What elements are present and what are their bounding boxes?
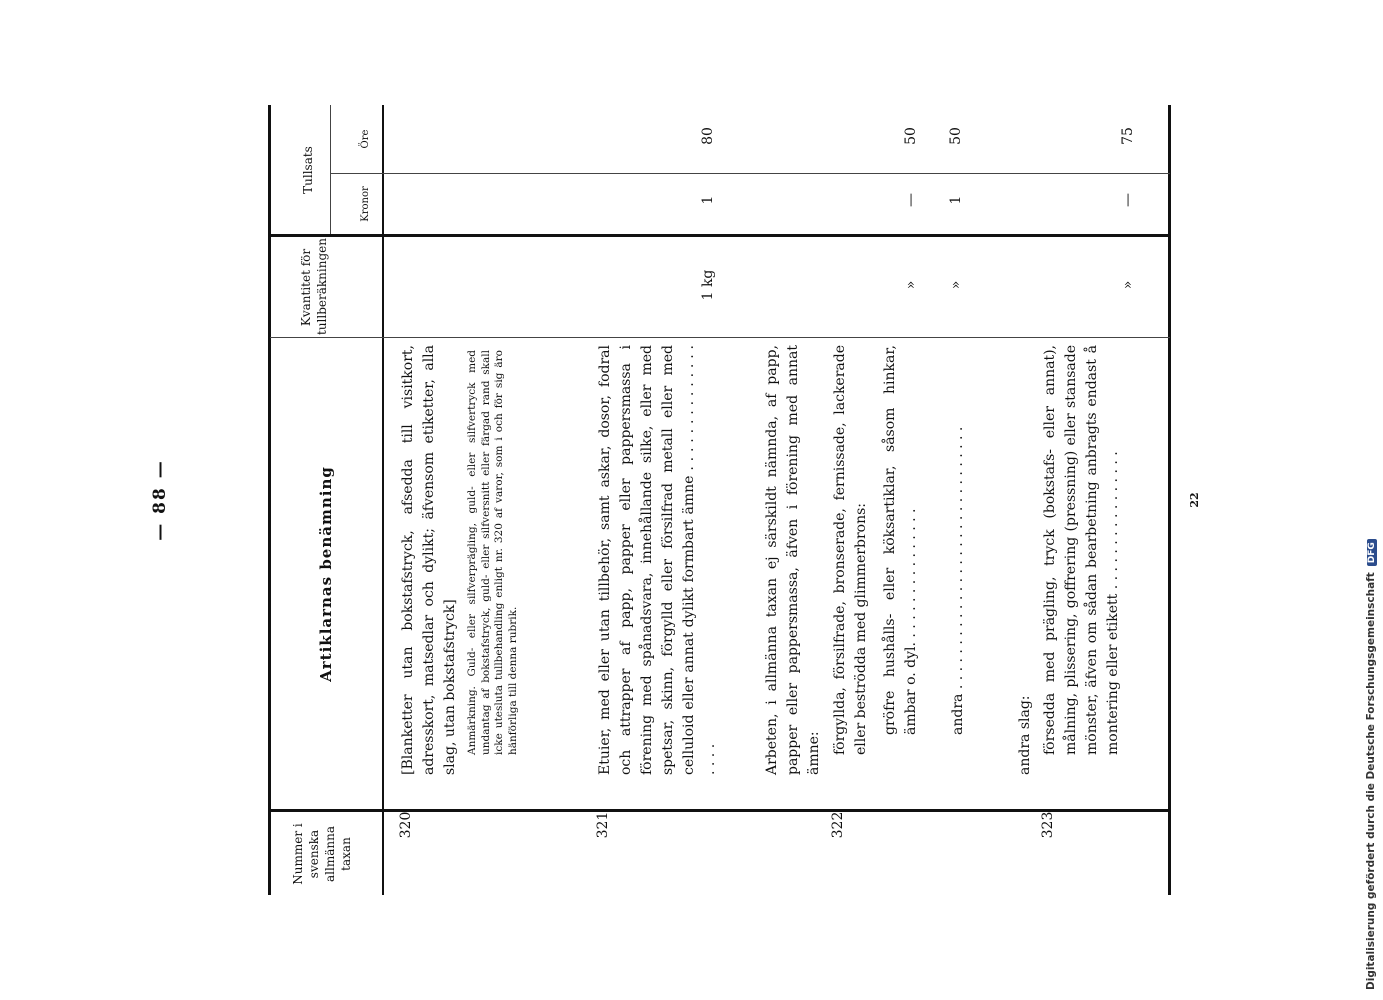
table-bottom-rule xyxy=(1168,105,1171,895)
rate-column-rule xyxy=(270,234,1170,237)
row-note-320: Anmärkning. Guld- eller silfverprägling, guld- eller silfvertryck med undantag af bokstafstryck, guld- eller silfversnitt eller färgad rand skall icke utesluta tullbehandling enligt nr. 320 af varor, som i och för sig äro hänförliga till denna rubrik. xyxy=(466,350,519,755)
row-text-321: Etuier, med eller utan tillbehör, samt askar, dosor, fodral och attrapper af papp, papper eller pappersmassa i förening med spånadsvara, innehållande silke, eller med spetsar, skinn, förgylld eller försilfrad metall eller med celluloid eller annat dylikt formbart ämne . . . . . . . . . . . . . . . . . . xyxy=(597,345,718,775)
row-ore-321: 80 xyxy=(700,127,716,145)
row-text-323: försedda med prägling, tryck (bokstafs- eller annat), målning, plissering, goffrering (pressning) eller stansade mönster, äfven om sådan bearbetning anbragts endast å montering eller etikett . . . . . . . . . . . . . . . . xyxy=(1042,345,1121,755)
kronor-ore-rule xyxy=(330,173,1170,174)
row-ore-323: 75 xyxy=(1120,127,1136,145)
table-top-rule xyxy=(268,105,271,895)
row-quantity-321: 1 kg xyxy=(700,269,716,301)
header-quantity: Kvantitet för tullberäkningen xyxy=(299,238,329,335)
row-kronor-321: 1 xyxy=(700,195,716,205)
row-subhead-322: förgyllda, försilfrade, bronserade, fernissade, lackerade eller beströdda med glimmerbrons: xyxy=(832,345,869,755)
row-kronor-322-a: — xyxy=(903,193,919,207)
header-ore: Öre xyxy=(360,129,371,149)
dfg-logo: DFG xyxy=(1367,539,1377,566)
row-number-321: 321 xyxy=(595,811,611,839)
row-item-322-b: andra . . . . . . . . . . . . . . . . . . . . . . . . . . . . . . xyxy=(950,426,966,735)
row-ore-322-b: 50 xyxy=(948,127,964,145)
credit-text: Digitalisierung gefördert durch die Deutsche Forschungsgemeinschaft xyxy=(1365,572,1377,990)
header-kronor: Kronor xyxy=(360,186,371,222)
quantity-column-rule xyxy=(270,337,1170,338)
row-quantity-323: » xyxy=(1120,280,1136,290)
row-text-322: Arbeten, i allmänna taxan ej särskildt nämnda, af papp, papper eller pappersmassa, äfven i förening med annat ämne: xyxy=(764,345,822,775)
row-number-322: 322 xyxy=(830,811,846,839)
digitization-credit xyxy=(1365,90,1377,990)
row-kronor-323: — xyxy=(1120,193,1136,207)
row-kronor-322-b: 1 xyxy=(948,195,964,205)
rate-subheader-rule xyxy=(330,105,331,235)
sheet-number: 22 xyxy=(1188,492,1201,508)
row-number-323: 323 xyxy=(1040,811,1056,839)
row-item-322-a: gröfre hushålls- eller köksartiklar, såsom hinkar, ämbar o. dyl. . . . . . . . . . . . . . . . xyxy=(882,345,919,735)
row-quantity-322-a: » xyxy=(903,280,919,290)
header-rate: Tullsats xyxy=(301,146,315,194)
page-number: — 88 — xyxy=(150,459,170,541)
row-subhead-323: andra slag: xyxy=(1017,695,1033,775)
row-ore-322-a: 50 xyxy=(903,127,919,145)
row-text-320: [Blanketter utan bokstafstryck, afsedda till visitkort, adresskort, matsedlar och dylikt; äfvensom etiketter, alla slag, utan bokstafstryck] xyxy=(400,345,458,775)
row-quantity-322-b: » xyxy=(948,280,964,290)
header-number: Nummer i svenska allmänna taxan xyxy=(291,823,353,885)
row-number-320: 320 xyxy=(398,811,414,839)
header-bottom-rule xyxy=(382,105,384,895)
header-description: Artiklarnas benämning xyxy=(317,466,335,682)
